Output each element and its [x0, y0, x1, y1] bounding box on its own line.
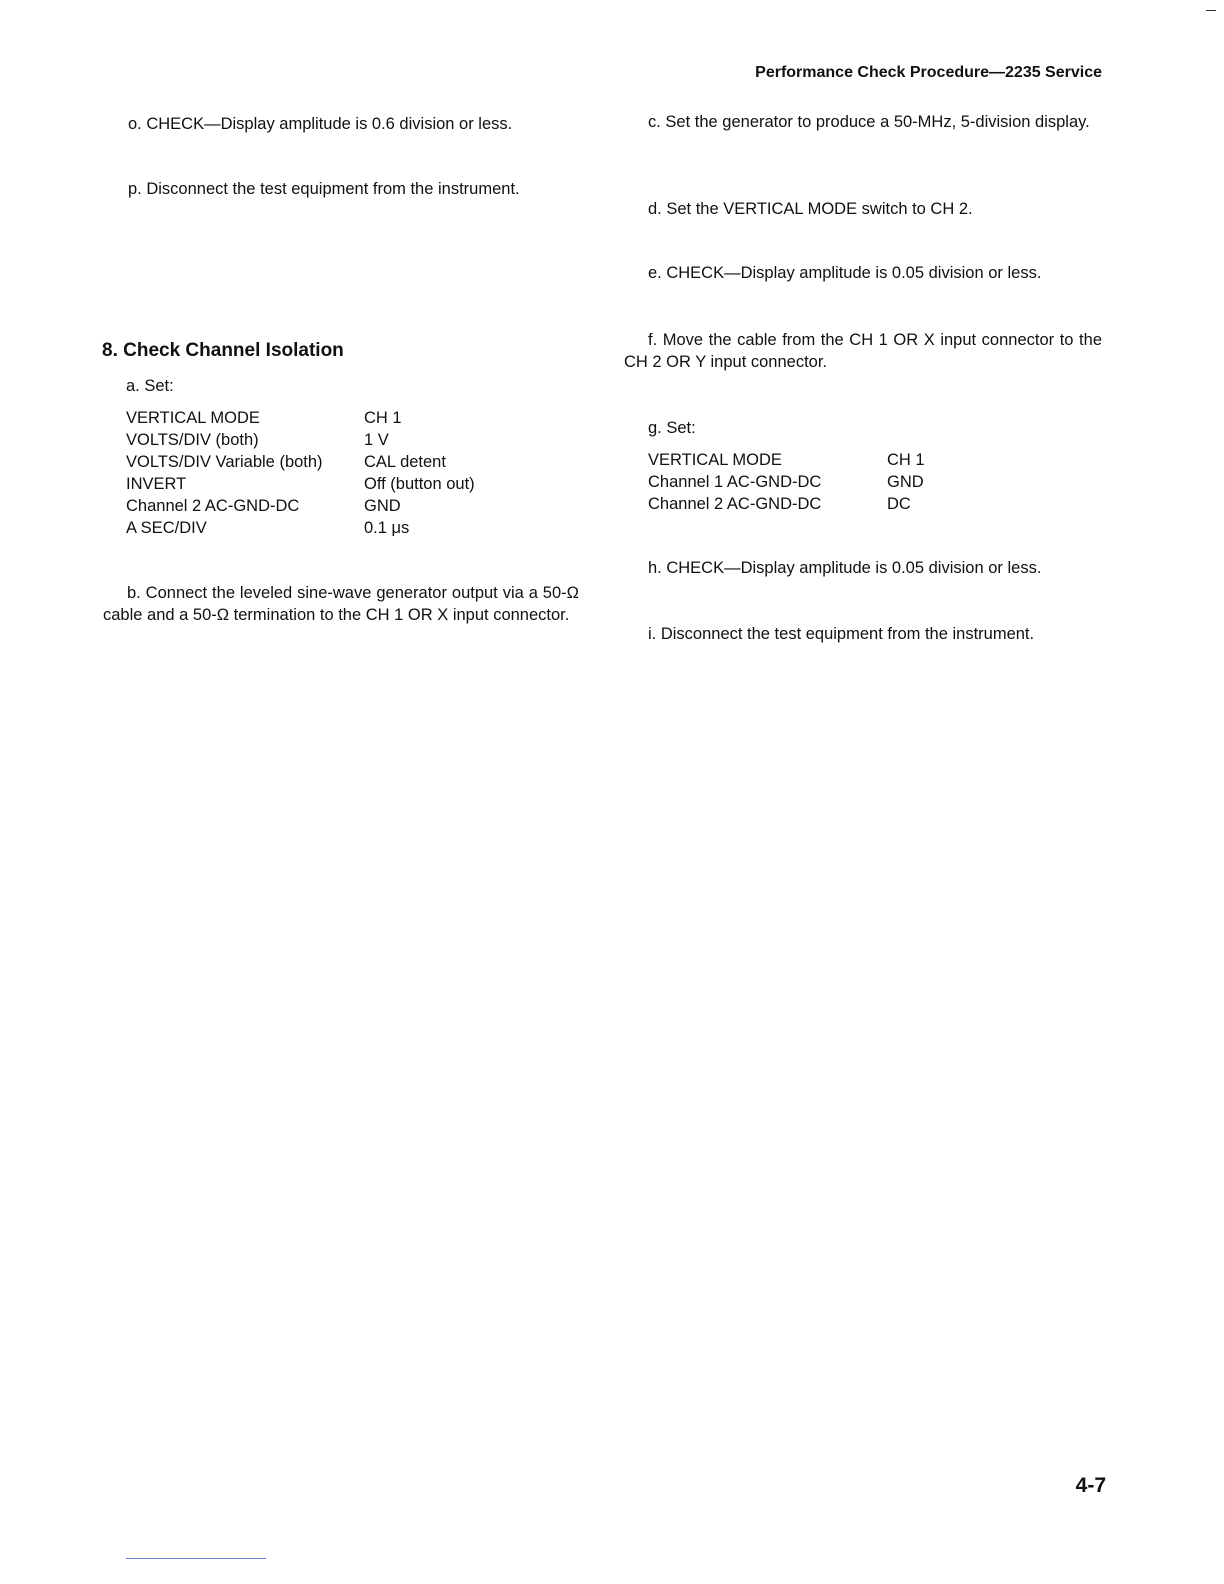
settings-row [126, 429, 475, 451]
setting-control: Channel 1 AC-GND-DC [648, 473, 822, 491]
setting-value: 0.1 μs [364, 519, 410, 537]
step-a: a. Set: [126, 377, 174, 395]
setting-value: GND [887, 473, 924, 491]
settings-row [126, 473, 475, 495]
setting-control: VERTICAL MODE [648, 451, 782, 469]
setting-value: DC [887, 495, 911, 513]
settings-row [648, 471, 925, 493]
settings-row [648, 493, 925, 515]
setting-control: VOLTS/DIV Variable (both) [126, 453, 323, 471]
step-d: d. Set the VERTICAL MODE switch to CH 2. [648, 200, 973, 218]
section-title: 8. Check Channel Isolation [102, 340, 344, 361]
setting-control: VOLTS/DIV (both) [126, 431, 259, 449]
settings-row [648, 449, 925, 471]
step-p: p. Disconnect the test equipment from the instrument. [128, 180, 520, 198]
step-g: g. Set: [648, 419, 696, 437]
setting-value: Off (button out) [364, 475, 475, 493]
settings-table-g [648, 449, 925, 515]
settings-row [126, 495, 475, 517]
settings-table-a [126, 407, 475, 539]
setting-value: 1 V [364, 431, 389, 449]
step-o: o. CHECK—Display amplitude is 0.6 division or less. [128, 115, 513, 133]
step-e: e. CHECK—Display amplitude is 0.05 division or less. [648, 264, 1042, 282]
settings-row [126, 451, 475, 473]
edge-mark [1206, 10, 1216, 11]
footer-rule [126, 1558, 266, 1559]
setting-value: CAL detent [364, 453, 446, 471]
setting-control: A SEC/DIV [126, 519, 207, 537]
setting-control: VERTICAL MODE [126, 409, 260, 427]
page-header: Performance Check Procedure—2235 Service [755, 64, 1102, 81]
setting-value: CH 1 [887, 451, 925, 469]
step-i: i. Disconnect the test equipment from the instrument. [648, 625, 1035, 643]
settings-row [126, 517, 475, 539]
step-b: b. Connect the leveled sine-wave generator output via a 50-Ω cable and a 50-Ω termination to the CH 1 OR X input connector. [103, 584, 579, 624]
settings-row [126, 407, 475, 429]
setting-value: GND [364, 497, 401, 515]
step-c: c. Set the generator to produce a 50-MHz, 5-division display. [648, 113, 1090, 131]
setting-control: Channel 2 AC-GND-DC [648, 495, 822, 513]
setting-control: Channel 2 AC-GND-DC [126, 497, 300, 515]
step-h: h. CHECK—Display amplitude is 0.05 division or less. [648, 559, 1042, 577]
step-f: f. Move the cable from the CH 1 OR X input connector to the CH 2 OR Y input connector. [624, 331, 1102, 371]
page-number: 4-7 [1075, 1474, 1106, 1497]
setting-value: CH 1 [364, 409, 402, 427]
setting-control: INVERT [126, 475, 187, 493]
